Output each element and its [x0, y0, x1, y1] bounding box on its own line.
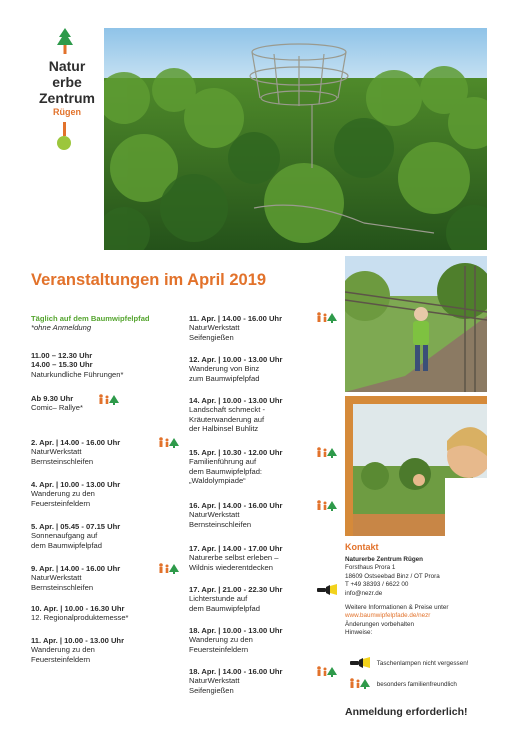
contact-org: Naturerbe Zentrum Rügen — [345, 556, 424, 563]
event-line: Bernsteinschleifen — [189, 519, 252, 529]
event-line: dem Baumwipfelpfad: — [189, 466, 263, 476]
registration-required: Anmeldung erforderlich! — [345, 706, 468, 718]
contact-email[interactable]: info@nezr.de — [345, 589, 383, 597]
event-line: Bernsteinschleifen — [31, 582, 94, 592]
logo-word-erbe: erbe — [52, 74, 82, 90]
tours-time-2: 14.00 – 15.30 Uhr — [31, 360, 93, 370]
event-line: Seifengießen — [189, 332, 234, 342]
event-line: Kräuterwanderung auf — [189, 414, 265, 424]
logo-dot — [57, 136, 71, 150]
tours-item — [31, 351, 181, 379]
event-line: NaturWerkstatt — [31, 573, 82, 583]
legend-family-text: besonders familienfreundlich — [376, 681, 457, 688]
contact-block — [345, 556, 495, 638]
daily-section — [31, 314, 181, 333]
changes-note: Änderungen vorbehalten — [345, 620, 414, 628]
event-item — [31, 604, 181, 623]
event-item — [189, 396, 339, 434]
page-title: Veranstaltungen im April 2019 — [31, 271, 267, 289]
event-line: Feuersteinfeldern — [31, 498, 91, 508]
event-date: 12. Apr. | 10.00 - 13.00 Uhr — [189, 355, 283, 364]
event-date: 17. Apr. | 14.00 - 17.00 Uhr — [189, 544, 283, 553]
event-line: NaturWerkstatt — [189, 510, 240, 520]
logo-word-zentrum: Zentrum — [39, 90, 95, 106]
event-line: dem Baumwipfelpfad — [31, 540, 102, 550]
event-line: Wildnis wiederentdecken — [189, 562, 273, 572]
hero-photo-treetop-tower — [104, 28, 487, 250]
logo-tree-icon — [57, 28, 73, 54]
legend-family — [349, 678, 457, 691]
legend-torch — [349, 657, 468, 670]
event-item — [31, 522, 181, 550]
tours-time-1: 11.00 – 12.30 Uhr — [31, 351, 93, 360]
event-date: 18. Apr. | 10.00 - 13.00 Uhr — [189, 626, 283, 635]
event-line: Seifengießen — [189, 685, 234, 695]
family-icon — [316, 447, 338, 458]
event-line: Wanderung zu den — [189, 635, 253, 645]
event-item — [31, 636, 181, 664]
torch-icon — [316, 584, 338, 595]
daily-heading: Täglich auf dem Baumwipfelpfad — [31, 314, 150, 323]
event-date: 16. Apr. | 14.00 - 16.00 Uhr — [189, 501, 283, 510]
contact-street: Forsthaus Prora 1 — [345, 564, 396, 572]
event-date: 10. Apr. | 10.00 - 16.30 Uhr — [31, 604, 125, 613]
event-item — [189, 626, 339, 654]
logo-stem — [63, 122, 66, 136]
family-icon — [316, 666, 338, 677]
event-line: NaturWerkstatt — [189, 323, 240, 333]
event-date: 17. Apr. | 21.00 - 22.30 Uhr — [189, 585, 283, 594]
photo-child-at-window — [345, 396, 487, 536]
event-line: Wanderung zu den — [31, 489, 95, 499]
event-item — [189, 355, 339, 383]
left-column — [31, 314, 191, 734]
event-date: 14. Apr. | 10.00 - 13.00 Uhr — [189, 396, 283, 405]
family-icon — [316, 312, 338, 323]
event-line: Landschaft schmeckt - — [189, 405, 265, 415]
family-icon — [349, 678, 371, 691]
event-line: Familienführung auf — [189, 457, 257, 467]
contact-heading: Kontakt — [345, 542, 379, 552]
event-line: Sonnenaufgang auf — [31, 531, 98, 541]
event-line: „Waldolympiade“ — [189, 476, 246, 486]
legend-torch-text: Taschenlampen nicht vergessen! — [376, 660, 469, 667]
photo-child-on-walkway — [345, 256, 487, 392]
event-line: NaturWerkstatt — [189, 676, 240, 686]
middle-column — [189, 314, 344, 734]
tours-text: Naturkundliche Führungen* — [31, 369, 124, 379]
event-line: Wanderung von Binz — [189, 364, 260, 374]
event-line: NaturWerkstatt — [31, 447, 82, 457]
event-line: Bernsteinschleifen — [31, 456, 94, 466]
logo-word-natur: Natur — [48, 58, 86, 74]
event-line: der Halbinsel Buhlitz — [189, 424, 259, 434]
more-info-text: Weitere Informationen & Preise unter — [345, 604, 449, 612]
family-icon — [158, 563, 180, 574]
logo-word-ruegen: Rügen — [53, 107, 81, 117]
event-line: Lichterstunde auf — [189, 594, 248, 604]
event-date: 4. Apr. | 10.00 - 13.00 Uhr — [31, 480, 121, 489]
event-date: 11. Apr. | 10.00 - 13.00 Uhr — [31, 636, 125, 645]
event-item — [189, 544, 339, 572]
event-date: 11. Apr. | 14.00 - 16.00 Uhr — [189, 314, 283, 323]
event-line: Wanderung zu den — [31, 645, 95, 655]
torch-icon — [349, 657, 371, 670]
family-icon — [158, 437, 180, 448]
event-date: 9. Apr. | 14.00 - 16.00 Uhr — [31, 564, 121, 573]
event-date: 18. Apr. | 14.00 - 16.00 Uhr — [189, 667, 283, 676]
contact-city: 18609 Ostseebad Binz / OT Prora — [345, 572, 440, 580]
event-line: Naturerbe selbst erleben – — [189, 553, 279, 563]
event-line: Feuersteinfeldern — [189, 644, 249, 654]
event-date: 5. Apr. | 05.45 - 07.15 Uhr — [31, 522, 121, 531]
event-line: Feuersteinfeldern — [31, 654, 91, 664]
event-line: 12. Regionalproduktemesse* — [31, 613, 129, 623]
contact-phone: T +49 38393 / 6622 00 — [345, 581, 409, 589]
family-icon — [316, 500, 338, 511]
daily-note: *ohne Anmeldung — [31, 323, 92, 333]
event-item — [31, 480, 181, 508]
event-line: dem Baumwipfelpfad — [189, 603, 260, 613]
rallye-time: Ab 9.30 Uhr — [31, 394, 74, 403]
event-line: zum Baumwipfelpfad — [189, 373, 260, 383]
family-icon — [98, 394, 120, 405]
hints-label: Hinweise: — [345, 629, 373, 637]
website-link[interactable]: www.baumwipfelpfade.de/nezr — [345, 612, 431, 620]
rallye-text: Comic– Rallye* — [31, 403, 83, 413]
event-date: 15. Apr. | 10.30 - 12.00 Uhr — [189, 448, 283, 457]
event-date: 2. Apr. | 14.00 - 16.00 Uhr — [31, 438, 121, 447]
